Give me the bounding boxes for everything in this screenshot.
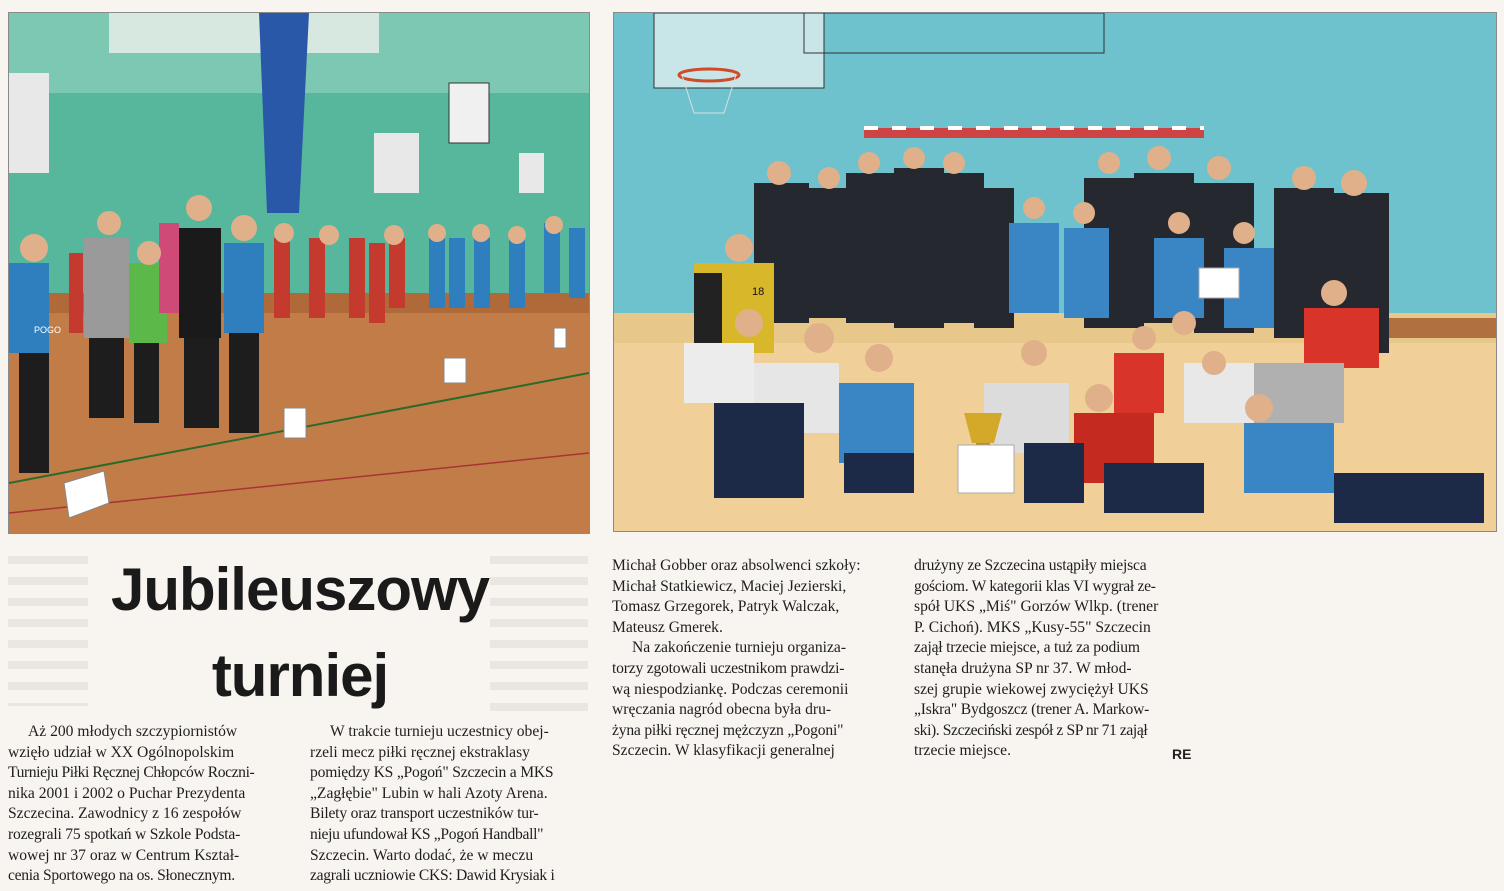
- text-line: stanęła drużyna SP nr 37. W młod-: [914, 659, 1132, 677]
- text-line: Na zakończenie turnieju organiza-: [632, 639, 847, 657]
- text-line: Tomasz Grzegorek, Patryk Walczak,: [612, 598, 840, 616]
- text-line: drużyny ze Szczecina ustąpiły miejsca: [914, 557, 1147, 574]
- text-line: zajął trzecie miejsce, a tuż za podium: [914, 639, 1140, 657]
- text-line: Szczecina. Zawodnicy z 16 zespołów: [8, 805, 242, 823]
- text-line: Turnieju Piłki Ręcznej Chłopców Roczni-: [8, 764, 255, 782]
- group-photo-illustration: [614, 13, 1496, 531]
- text-line: gościom. W kategorii klas VI wygrał ze-: [914, 577, 1156, 595]
- text-line: Michał Gobber oraz absolwenci szkoły:: [612, 557, 861, 574]
- text-line: wowej nr 37 oraz w Centrum Kształ-: [8, 846, 240, 864]
- jersey-text: POGO: [34, 325, 62, 335]
- text-line: rozegrali 75 spotkań w Szkole Podsta-: [8, 825, 241, 843]
- text-line: spół UKS „Miś" Gorzów Wlkp. (trener: [914, 598, 1159, 616]
- article-column-2: [310, 722, 588, 887]
- article-column-3: [612, 556, 890, 762]
- text-line: Michał Statkiewicz, Maciej Jezierski,: [612, 577, 847, 595]
- text-line: Mateusz Gmerek.: [612, 618, 723, 636]
- text-line: Aż 200 młodych szczypiornistów: [28, 723, 238, 740]
- text-line: żyna piłki ręcznej mężczyzn „Pogoni": [612, 721, 844, 739]
- text-line: pomiędzy KS „Pogoń" Szczecin a MKS: [310, 764, 554, 782]
- article-column-4: [914, 556, 1194, 762]
- text-line: szej grupie wiekowej zwyciężył UKS: [914, 680, 1149, 698]
- text-line: nieju ufundował KS „Pogoń Handball": [310, 825, 544, 843]
- text-line: rzeli mecz piłki ręcznej ekstraklasy: [310, 743, 530, 761]
- headline-line-2: turniej: [211, 642, 389, 709]
- text-line: ski). Szczeciński zespół z SP nr 71 zajął: [914, 721, 1148, 739]
- text-line: wzięło udział w XX Ogólnopolskim: [8, 743, 235, 761]
- headline-line-1: Jubileuszowy: [110, 556, 490, 623]
- article-column-1: [8, 722, 288, 887]
- text-line: nika 2001 i 2002 o Puchar Prezydenta: [8, 784, 246, 802]
- text-line: wręczania nagród obecna była dru-: [612, 701, 832, 719]
- text-line: „Zagłębie" Lubin w hali Azoty Arena.: [310, 784, 548, 802]
- author-byline: RE: [1172, 746, 1192, 762]
- jersey-number: 18: [752, 286, 765, 298]
- text-line: wą niespodziankę. Podczas ceremonii: [612, 680, 849, 698]
- gym-lineup-illustration: [9, 13, 589, 533]
- photo-teams-lineup: [8, 12, 590, 534]
- text-line: P. Cichoń). MKS „Kusy-55" Szczecin: [914, 618, 1151, 636]
- text-line: zagrali uczniowie CKS: Dawid Krysiak i: [310, 867, 555, 885]
- text-line: torzy zgotowali uczestnikom prawdzi-: [612, 659, 845, 677]
- text-line: trzecie miejsce.: [914, 742, 1011, 760]
- text-line: Bilety oraz transport uczestników tur-: [310, 805, 539, 823]
- text-line: „Iskra" Bydgoszcz (trener A. Markow-: [914, 701, 1150, 719]
- text-line: Szczecin. W klasyfikacji generalnej: [612, 742, 835, 760]
- text-line: W trakcie turnieju uczestnicy obej-: [330, 723, 549, 740]
- text-line: Szczecin. Warto dodać, że w meczu: [310, 846, 534, 864]
- text-line: cenia Sportowego na os. Słonecznym.: [8, 867, 235, 885]
- photo-group-trophy: [613, 12, 1497, 532]
